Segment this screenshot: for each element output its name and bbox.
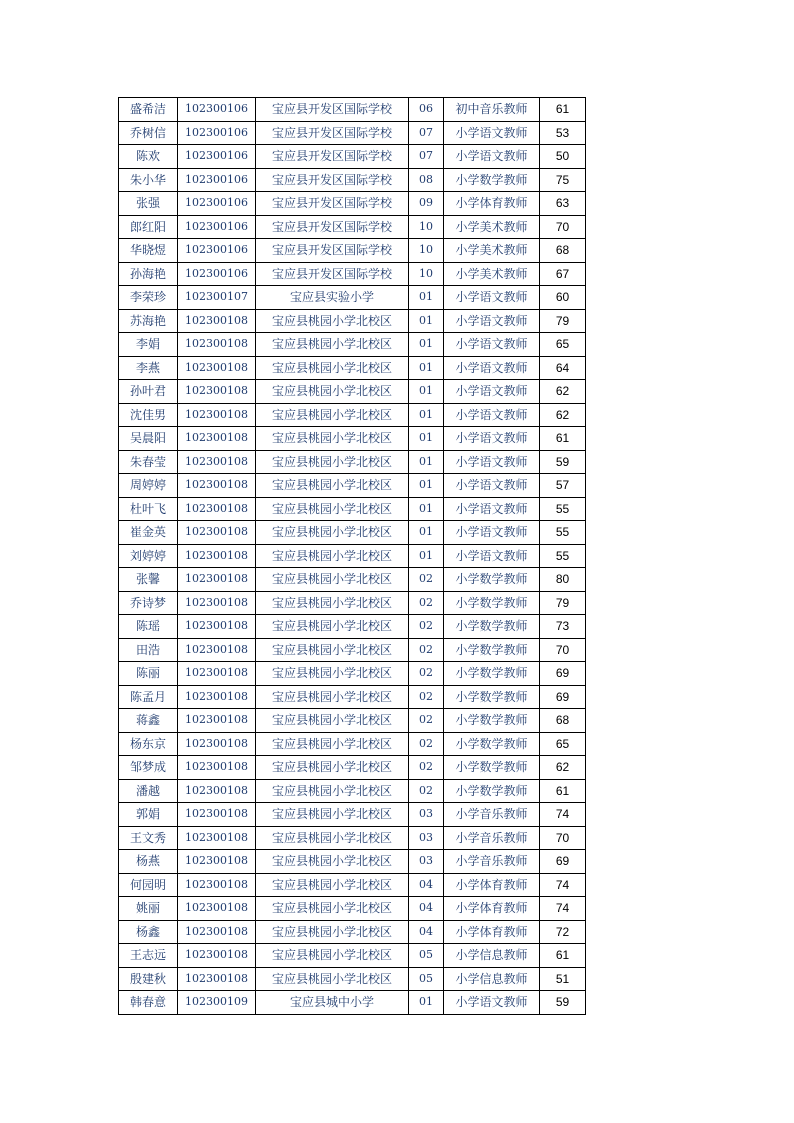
score-cell: 67 bbox=[540, 262, 586, 286]
score-cell: 79 bbox=[540, 591, 586, 615]
unit-code-cell: 102300108 bbox=[178, 356, 256, 380]
score-cell: 55 bbox=[540, 521, 586, 545]
unit-code-cell: 102300108 bbox=[178, 826, 256, 850]
applicant-name-cell: 陈丽 bbox=[119, 662, 178, 686]
table-row bbox=[119, 685, 586, 709]
table-row bbox=[119, 145, 586, 169]
post-code-cell: 05 bbox=[409, 967, 444, 991]
school-name-cell: 宝应县桃园小学北校区 bbox=[256, 521, 409, 545]
post-code-cell: 09 bbox=[409, 192, 444, 216]
position-name-cell: 小学数学教师 bbox=[444, 732, 540, 756]
score-cell: 69 bbox=[540, 685, 586, 709]
score-cell: 59 bbox=[540, 450, 586, 474]
table-row bbox=[119, 474, 586, 498]
school-name-cell: 宝应县开发区国际学校 bbox=[256, 145, 409, 169]
table-row bbox=[119, 262, 586, 286]
unit-code-cell: 102300106 bbox=[178, 145, 256, 169]
school-name-cell: 宝应县桃园小学北校区 bbox=[256, 756, 409, 780]
applicant-name-cell: 郭娟 bbox=[119, 803, 178, 827]
table-row bbox=[119, 403, 586, 427]
school-name-cell: 宝应县桃园小学北校区 bbox=[256, 474, 409, 498]
table-row bbox=[119, 779, 586, 803]
table-row bbox=[119, 121, 586, 145]
post-code-cell: 06 bbox=[409, 98, 444, 122]
score-cell: 61 bbox=[540, 427, 586, 451]
post-code-cell: 01 bbox=[409, 333, 444, 357]
position-name-cell: 小学语文教师 bbox=[444, 497, 540, 521]
score-cell: 69 bbox=[540, 662, 586, 686]
table-row bbox=[119, 591, 586, 615]
unit-code-cell: 102300108 bbox=[178, 850, 256, 874]
applicant-name-cell: 张馨 bbox=[119, 568, 178, 592]
results-table bbox=[118, 97, 586, 1015]
score-cell: 61 bbox=[540, 98, 586, 122]
table-row bbox=[119, 638, 586, 662]
school-name-cell: 宝应县开发区国际学校 bbox=[256, 192, 409, 216]
position-name-cell: 小学美术教师 bbox=[444, 239, 540, 263]
position-name-cell: 初中音乐教师 bbox=[444, 98, 540, 122]
school-name-cell: 宝应县桃园小学北校区 bbox=[256, 897, 409, 921]
unit-code-cell: 102300106 bbox=[178, 262, 256, 286]
unit-code-cell: 102300108 bbox=[178, 427, 256, 451]
position-name-cell: 小学数学教师 bbox=[444, 662, 540, 686]
school-name-cell: 宝应县桃园小学北校区 bbox=[256, 380, 409, 404]
unit-code-cell: 102300106 bbox=[178, 192, 256, 216]
table-row bbox=[119, 450, 586, 474]
post-code-cell: 02 bbox=[409, 591, 444, 615]
post-code-cell: 02 bbox=[409, 779, 444, 803]
post-code-cell: 01 bbox=[409, 286, 444, 310]
post-code-cell: 02 bbox=[409, 638, 444, 662]
position-name-cell: 小学体育教师 bbox=[444, 873, 540, 897]
position-name-cell: 小学信息教师 bbox=[444, 944, 540, 968]
table-row bbox=[119, 944, 586, 968]
position-name-cell: 小学数学教师 bbox=[444, 756, 540, 780]
score-cell: 74 bbox=[540, 873, 586, 897]
unit-code-cell: 102300108 bbox=[178, 709, 256, 733]
table-row bbox=[119, 286, 586, 310]
applicant-name-cell: 杜叶飞 bbox=[119, 497, 178, 521]
applicant-name-cell: 杨燕 bbox=[119, 850, 178, 874]
unit-code-cell: 102300109 bbox=[178, 991, 256, 1015]
school-name-cell: 宝应县桃园小学北校区 bbox=[256, 403, 409, 427]
applicant-name-cell: 乔树信 bbox=[119, 121, 178, 145]
table-row bbox=[119, 192, 586, 216]
post-code-cell: 01 bbox=[409, 403, 444, 427]
table-row bbox=[119, 897, 586, 921]
school-name-cell: 宝应县实验小学 bbox=[256, 286, 409, 310]
unit-code-cell: 102300106 bbox=[178, 168, 256, 192]
table-row bbox=[119, 756, 586, 780]
position-name-cell: 小学语文教师 bbox=[444, 427, 540, 451]
applicant-name-cell: 崔金英 bbox=[119, 521, 178, 545]
score-cell: 61 bbox=[540, 779, 586, 803]
school-name-cell: 宝应县开发区国际学校 bbox=[256, 98, 409, 122]
table-row bbox=[119, 427, 586, 451]
applicant-name-cell: 何园明 bbox=[119, 873, 178, 897]
unit-code-cell: 102300108 bbox=[178, 309, 256, 333]
post-code-cell: 10 bbox=[409, 262, 444, 286]
unit-code-cell: 102300108 bbox=[178, 873, 256, 897]
post-code-cell: 01 bbox=[409, 497, 444, 521]
position-name-cell: 小学体育教师 bbox=[444, 192, 540, 216]
score-cell: 74 bbox=[540, 897, 586, 921]
position-name-cell: 小学数学教师 bbox=[444, 615, 540, 639]
unit-code-cell: 102300108 bbox=[178, 403, 256, 427]
applicant-name-cell: 陈欢 bbox=[119, 145, 178, 169]
school-name-cell: 宝应县开发区国际学校 bbox=[256, 168, 409, 192]
post-code-cell: 10 bbox=[409, 239, 444, 263]
post-code-cell: 01 bbox=[409, 450, 444, 474]
position-name-cell: 小学语文教师 bbox=[444, 450, 540, 474]
score-cell: 62 bbox=[540, 380, 586, 404]
school-name-cell: 宝应县桃园小学北校区 bbox=[256, 309, 409, 333]
score-cell: 70 bbox=[540, 826, 586, 850]
score-cell: 68 bbox=[540, 239, 586, 263]
applicant-name-cell: 殷建秋 bbox=[119, 967, 178, 991]
school-name-cell: 宝应县开发区国际学校 bbox=[256, 262, 409, 286]
position-name-cell: 小学语文教师 bbox=[444, 521, 540, 545]
school-name-cell: 宝应县桃园小学北校区 bbox=[256, 920, 409, 944]
position-name-cell: 小学语文教师 bbox=[444, 356, 540, 380]
table-row bbox=[119, 826, 586, 850]
position-name-cell: 小学音乐教师 bbox=[444, 850, 540, 874]
school-name-cell: 宝应县桃园小学北校区 bbox=[256, 568, 409, 592]
applicant-name-cell: 吴晨阳 bbox=[119, 427, 178, 451]
school-name-cell: 宝应县桃园小学北校区 bbox=[256, 732, 409, 756]
school-name-cell: 宝应县桃园小学北校区 bbox=[256, 803, 409, 827]
score-cell: 68 bbox=[540, 709, 586, 733]
school-name-cell: 宝应县城中小学 bbox=[256, 991, 409, 1015]
post-code-cell: 07 bbox=[409, 145, 444, 169]
table-row bbox=[119, 991, 586, 1015]
table-row bbox=[119, 873, 586, 897]
position-name-cell: 小学数学教师 bbox=[444, 779, 540, 803]
unit-code-cell: 102300108 bbox=[178, 685, 256, 709]
unit-code-cell: 102300108 bbox=[178, 474, 256, 498]
score-cell: 72 bbox=[540, 920, 586, 944]
post-code-cell: 01 bbox=[409, 427, 444, 451]
unit-code-cell: 102300108 bbox=[178, 779, 256, 803]
unit-code-cell: 102300106 bbox=[178, 215, 256, 239]
applicant-name-cell: 田浩 bbox=[119, 638, 178, 662]
post-code-cell: 02 bbox=[409, 568, 444, 592]
score-cell: 55 bbox=[540, 544, 586, 568]
unit-code-cell: 102300108 bbox=[178, 897, 256, 921]
table-row bbox=[119, 920, 586, 944]
position-name-cell: 小学语文教师 bbox=[444, 121, 540, 145]
post-code-cell: 02 bbox=[409, 709, 444, 733]
post-code-cell: 07 bbox=[409, 121, 444, 145]
school-name-cell: 宝应县桃园小学北校区 bbox=[256, 333, 409, 357]
position-name-cell: 小学体育教师 bbox=[444, 920, 540, 944]
post-code-cell: 03 bbox=[409, 826, 444, 850]
table-row bbox=[119, 98, 586, 122]
school-name-cell: 宝应县桃园小学北校区 bbox=[256, 615, 409, 639]
school-name-cell: 宝应县桃园小学北校区 bbox=[256, 427, 409, 451]
unit-code-cell: 102300106 bbox=[178, 98, 256, 122]
table-row bbox=[119, 309, 586, 333]
table-row bbox=[119, 568, 586, 592]
applicant-name-cell: 邹梦成 bbox=[119, 756, 178, 780]
post-code-cell: 02 bbox=[409, 756, 444, 780]
applicant-name-cell: 孙海艳 bbox=[119, 262, 178, 286]
post-code-cell: 04 bbox=[409, 897, 444, 921]
table-row bbox=[119, 239, 586, 263]
school-name-cell: 宝应县桃园小学北校区 bbox=[256, 826, 409, 850]
applicant-name-cell: 李娟 bbox=[119, 333, 178, 357]
school-name-cell: 宝应县桃园小学北校区 bbox=[256, 591, 409, 615]
post-code-cell: 01 bbox=[409, 544, 444, 568]
unit-code-cell: 102300106 bbox=[178, 239, 256, 263]
table-row bbox=[119, 709, 586, 733]
score-cell: 69 bbox=[540, 850, 586, 874]
applicant-name-cell: 王文秀 bbox=[119, 826, 178, 850]
applicant-name-cell: 李荣珍 bbox=[119, 286, 178, 310]
applicant-name-cell: 韩春意 bbox=[119, 991, 178, 1015]
unit-code-cell: 102300108 bbox=[178, 333, 256, 357]
position-name-cell: 小学语文教师 bbox=[444, 286, 540, 310]
score-cell: 61 bbox=[540, 944, 586, 968]
table-body bbox=[119, 98, 586, 1015]
position-name-cell: 小学语文教师 bbox=[444, 544, 540, 568]
school-name-cell: 宝应县桃园小学北校区 bbox=[256, 356, 409, 380]
score-cell: 74 bbox=[540, 803, 586, 827]
position-name-cell: 小学美术教师 bbox=[444, 262, 540, 286]
school-name-cell: 宝应县桃园小学北校区 bbox=[256, 967, 409, 991]
score-cell: 62 bbox=[540, 756, 586, 780]
score-cell: 51 bbox=[540, 967, 586, 991]
score-cell: 70 bbox=[540, 638, 586, 662]
applicant-name-cell: 周婷婷 bbox=[119, 474, 178, 498]
score-cell: 70 bbox=[540, 215, 586, 239]
applicant-name-cell: 杨鑫 bbox=[119, 920, 178, 944]
applicant-name-cell: 陈孟月 bbox=[119, 685, 178, 709]
post-code-cell: 01 bbox=[409, 521, 444, 545]
school-name-cell: 宝应县桃园小学北校区 bbox=[256, 779, 409, 803]
table-row bbox=[119, 356, 586, 380]
applicant-name-cell: 李燕 bbox=[119, 356, 178, 380]
position-name-cell: 小学数学教师 bbox=[444, 638, 540, 662]
applicant-name-cell: 乔诗梦 bbox=[119, 591, 178, 615]
unit-code-cell: 102300108 bbox=[178, 544, 256, 568]
post-code-cell: 08 bbox=[409, 168, 444, 192]
applicant-name-cell: 朱小华 bbox=[119, 168, 178, 192]
score-cell: 73 bbox=[540, 615, 586, 639]
score-cell: 79 bbox=[540, 309, 586, 333]
score-cell: 64 bbox=[540, 356, 586, 380]
applicant-name-cell: 姚丽 bbox=[119, 897, 178, 921]
score-cell: 62 bbox=[540, 403, 586, 427]
post-code-cell: 02 bbox=[409, 662, 444, 686]
position-name-cell: 小学音乐教师 bbox=[444, 803, 540, 827]
table-row bbox=[119, 732, 586, 756]
school-name-cell: 宝应县桃园小学北校区 bbox=[256, 662, 409, 686]
position-name-cell: 小学语文教师 bbox=[444, 145, 540, 169]
school-name-cell: 宝应县桃园小学北校区 bbox=[256, 685, 409, 709]
table-row bbox=[119, 615, 586, 639]
unit-code-cell: 102300108 bbox=[178, 756, 256, 780]
score-cell: 65 bbox=[540, 732, 586, 756]
applicant-name-cell: 潘越 bbox=[119, 779, 178, 803]
table-row bbox=[119, 544, 586, 568]
table-row bbox=[119, 850, 586, 874]
school-name-cell: 宝应县开发区国际学校 bbox=[256, 239, 409, 263]
applicant-name-cell: 苏海艳 bbox=[119, 309, 178, 333]
applicant-name-cell: 沈佳男 bbox=[119, 403, 178, 427]
applicant-name-cell: 刘婷婷 bbox=[119, 544, 178, 568]
school-name-cell: 宝应县桃园小学北校区 bbox=[256, 544, 409, 568]
unit-code-cell: 102300108 bbox=[178, 803, 256, 827]
applicant-name-cell: 陈瑶 bbox=[119, 615, 178, 639]
unit-code-cell: 102300107 bbox=[178, 286, 256, 310]
position-name-cell: 小学数学教师 bbox=[444, 685, 540, 709]
post-code-cell: 01 bbox=[409, 991, 444, 1015]
table-row bbox=[119, 333, 586, 357]
score-cell: 65 bbox=[540, 333, 586, 357]
school-name-cell: 宝应县桃园小学北校区 bbox=[256, 450, 409, 474]
school-name-cell: 宝应县开发区国际学校 bbox=[256, 121, 409, 145]
school-name-cell: 宝应县桃园小学北校区 bbox=[256, 497, 409, 521]
position-name-cell: 小学语文教师 bbox=[444, 333, 540, 357]
post-code-cell: 02 bbox=[409, 615, 444, 639]
post-code-cell: 10 bbox=[409, 215, 444, 239]
score-cell: 59 bbox=[540, 991, 586, 1015]
applicant-name-cell: 蒋鑫 bbox=[119, 709, 178, 733]
position-name-cell: 小学数学教师 bbox=[444, 591, 540, 615]
unit-code-cell: 102300108 bbox=[178, 568, 256, 592]
table-row bbox=[119, 380, 586, 404]
post-code-cell: 01 bbox=[409, 309, 444, 333]
position-name-cell: 小学数学教师 bbox=[444, 709, 540, 733]
post-code-cell: 01 bbox=[409, 380, 444, 404]
score-cell: 63 bbox=[540, 192, 586, 216]
post-code-cell: 01 bbox=[409, 356, 444, 380]
table-row bbox=[119, 521, 586, 545]
position-name-cell: 小学语文教师 bbox=[444, 474, 540, 498]
applicant-name-cell: 华晓煜 bbox=[119, 239, 178, 263]
post-code-cell: 05 bbox=[409, 944, 444, 968]
position-name-cell: 小学语文教师 bbox=[444, 309, 540, 333]
applicant-name-cell: 孙叶君 bbox=[119, 380, 178, 404]
post-code-cell: 04 bbox=[409, 873, 444, 897]
post-code-cell: 03 bbox=[409, 803, 444, 827]
applicant-name-cell: 张强 bbox=[119, 192, 178, 216]
score-cell: 80 bbox=[540, 568, 586, 592]
unit-code-cell: 102300108 bbox=[178, 662, 256, 686]
table-row bbox=[119, 967, 586, 991]
table-row bbox=[119, 215, 586, 239]
school-name-cell: 宝应县桃园小学北校区 bbox=[256, 709, 409, 733]
table-row bbox=[119, 497, 586, 521]
score-cell: 60 bbox=[540, 286, 586, 310]
unit-code-cell: 102300108 bbox=[178, 638, 256, 662]
position-name-cell: 小学语文教师 bbox=[444, 380, 540, 404]
position-name-cell: 小学音乐教师 bbox=[444, 826, 540, 850]
school-name-cell: 宝应县桃园小学北校区 bbox=[256, 850, 409, 874]
post-code-cell: 04 bbox=[409, 920, 444, 944]
school-name-cell: 宝应县开发区国际学校 bbox=[256, 215, 409, 239]
unit-code-cell: 102300108 bbox=[178, 497, 256, 521]
score-cell: 75 bbox=[540, 168, 586, 192]
applicant-name-cell: 盛希洁 bbox=[119, 98, 178, 122]
score-cell: 53 bbox=[540, 121, 586, 145]
unit-code-cell: 102300108 bbox=[178, 944, 256, 968]
position-name-cell: 小学语文教师 bbox=[444, 403, 540, 427]
position-name-cell: 小学数学教师 bbox=[444, 568, 540, 592]
position-name-cell: 小学美术教师 bbox=[444, 215, 540, 239]
school-name-cell: 宝应县桃园小学北校区 bbox=[256, 638, 409, 662]
unit-code-cell: 102300108 bbox=[178, 967, 256, 991]
position-name-cell: 小学数学教师 bbox=[444, 168, 540, 192]
unit-code-cell: 102300108 bbox=[178, 521, 256, 545]
school-name-cell: 宝应县桃园小学北校区 bbox=[256, 944, 409, 968]
applicant-name-cell: 朱春莹 bbox=[119, 450, 178, 474]
unit-code-cell: 102300108 bbox=[178, 615, 256, 639]
unit-code-cell: 102300108 bbox=[178, 591, 256, 615]
unit-code-cell: 102300108 bbox=[178, 450, 256, 474]
table-row bbox=[119, 168, 586, 192]
table-row bbox=[119, 803, 586, 827]
post-code-cell: 02 bbox=[409, 732, 444, 756]
unit-code-cell: 102300108 bbox=[178, 732, 256, 756]
position-name-cell: 小学信息教师 bbox=[444, 967, 540, 991]
position-name-cell: 小学体育教师 bbox=[444, 897, 540, 921]
score-cell: 50 bbox=[540, 145, 586, 169]
post-code-cell: 03 bbox=[409, 850, 444, 874]
score-cell: 55 bbox=[540, 497, 586, 521]
post-code-cell: 01 bbox=[409, 474, 444, 498]
table-row bbox=[119, 662, 586, 686]
school-name-cell: 宝应县桃园小学北校区 bbox=[256, 873, 409, 897]
position-name-cell: 小学语文教师 bbox=[444, 991, 540, 1015]
applicant-name-cell: 郎红阳 bbox=[119, 215, 178, 239]
score-cell: 57 bbox=[540, 474, 586, 498]
unit-code-cell: 102300106 bbox=[178, 121, 256, 145]
unit-code-cell: 102300108 bbox=[178, 380, 256, 404]
unit-code-cell: 102300108 bbox=[178, 920, 256, 944]
applicant-name-cell: 王志远 bbox=[119, 944, 178, 968]
applicant-name-cell: 杨东京 bbox=[119, 732, 178, 756]
post-code-cell: 02 bbox=[409, 685, 444, 709]
